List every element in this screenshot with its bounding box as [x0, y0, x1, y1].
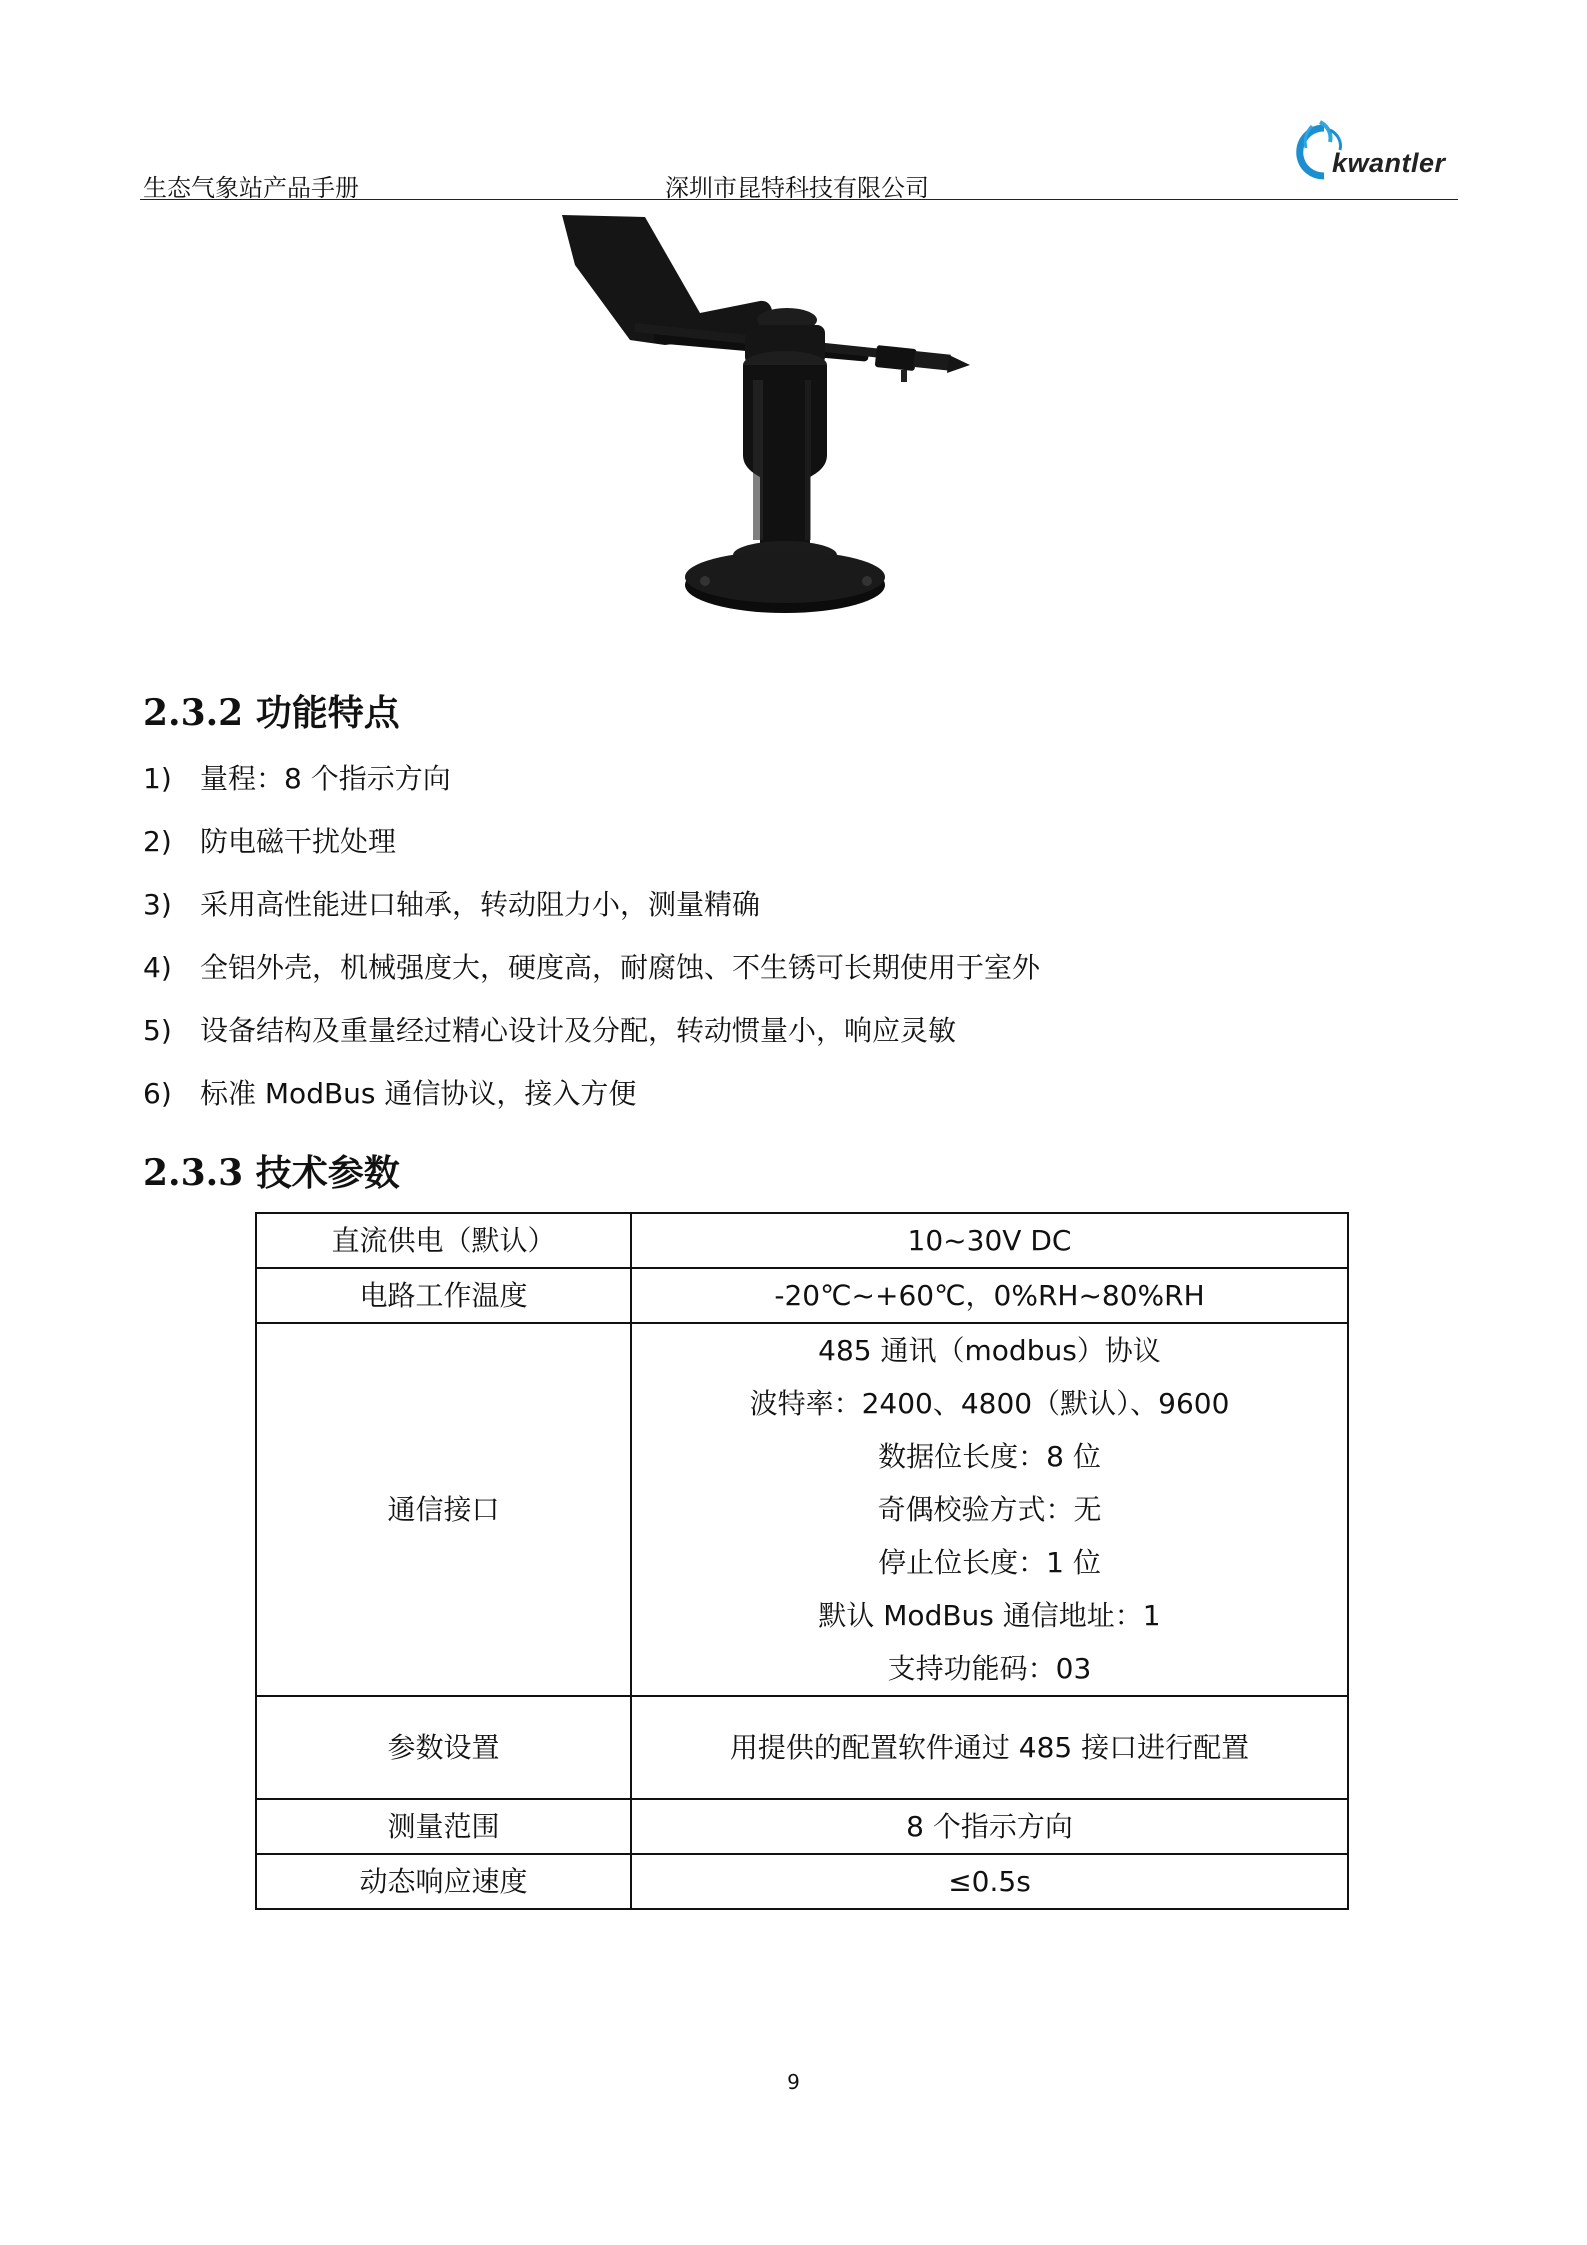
manual-title: 生态气象站产品手册 [143, 174, 359, 202]
feature-text: 量程：8 个指示方向 [200, 762, 451, 795]
table-row [256, 1323, 1348, 1696]
spec-value: ≤0.5s [631, 1854, 1348, 1909]
feature-number: 2) [143, 825, 172, 858]
table-row [256, 1268, 1348, 1323]
spec-value: 8 个指示方向 [631, 1799, 1348, 1854]
feature-text: 设备结构及重量经过精心设计及分配，转动惯量小，响应灵敏 [200, 1014, 957, 1047]
spec-label: 通信接口 [256, 1323, 631, 1696]
page-number: 9 [787, 2070, 800, 2094]
feature-item [143, 883, 760, 923]
feature-number: 1) [143, 762, 172, 795]
company-logo [1290, 120, 1450, 182]
spec-value: 用提供的配置软件通过 485 接口进行配置 [631, 1696, 1348, 1799]
feature-item [143, 820, 396, 860]
header-divider [140, 199, 1458, 200]
spec-label: 电路工作温度 [256, 1268, 631, 1323]
feature-item [143, 1009, 956, 1049]
specs-table [255, 1212, 1349, 1910]
feature-text: 全铝外壳，机械强度大，硬度高，耐腐蚀、不生锈可长期使用于室外 [200, 951, 1041, 984]
feature-text: 防电磁干扰处理 [200, 825, 397, 858]
table-row [256, 1696, 1348, 1799]
spec-label: 测量范围 [256, 1799, 631, 1854]
spec-label: 直流供电（默认） [256, 1213, 631, 1268]
feature-item [143, 946, 1040, 986]
feature-item [143, 1072, 636, 1112]
spec-value: 485 通讯（modbus）协议 波特率：2400、4800（默认）、9600 数据位长度：8 位 奇偶校验方式：无 停止位长度：1 位 默认 ModBus 通信地址：1 支持功能码：03 [631, 1323, 1348, 1696]
feature-text: 标准 ModBus 通信协议，接入方便 [200, 1077, 637, 1110]
specs-heading: 2.3.3 技术参数 [143, 1152, 400, 1194]
logo-wordmark: kwantler [1332, 148, 1446, 178]
spec-label: 参数设置 [256, 1696, 631, 1799]
wind-vane-photo [555, 205, 1045, 655]
feature-number: 5) [143, 1014, 172, 1047]
company-name: 深圳市昆特科技有限公司 [665, 174, 929, 202]
feature-text: 采用高性能进口轴承，转动阻力小，测量精确 [200, 888, 761, 921]
feature-item [143, 757, 451, 797]
table-row [256, 1854, 1348, 1909]
spec-value: -20℃~+60℃，0%RH~80%RH [631, 1268, 1348, 1323]
table-row [256, 1799, 1348, 1854]
spec-value: 10~30V DC [631, 1213, 1348, 1268]
feature-number: 6) [143, 1077, 172, 1110]
features-heading: 2.3.2 功能特点 [143, 692, 400, 734]
feature-number: 3) [143, 888, 172, 921]
table-row [256, 1213, 1348, 1268]
spec-label: 动态响应速度 [256, 1854, 631, 1909]
feature-number: 4) [143, 951, 172, 984]
